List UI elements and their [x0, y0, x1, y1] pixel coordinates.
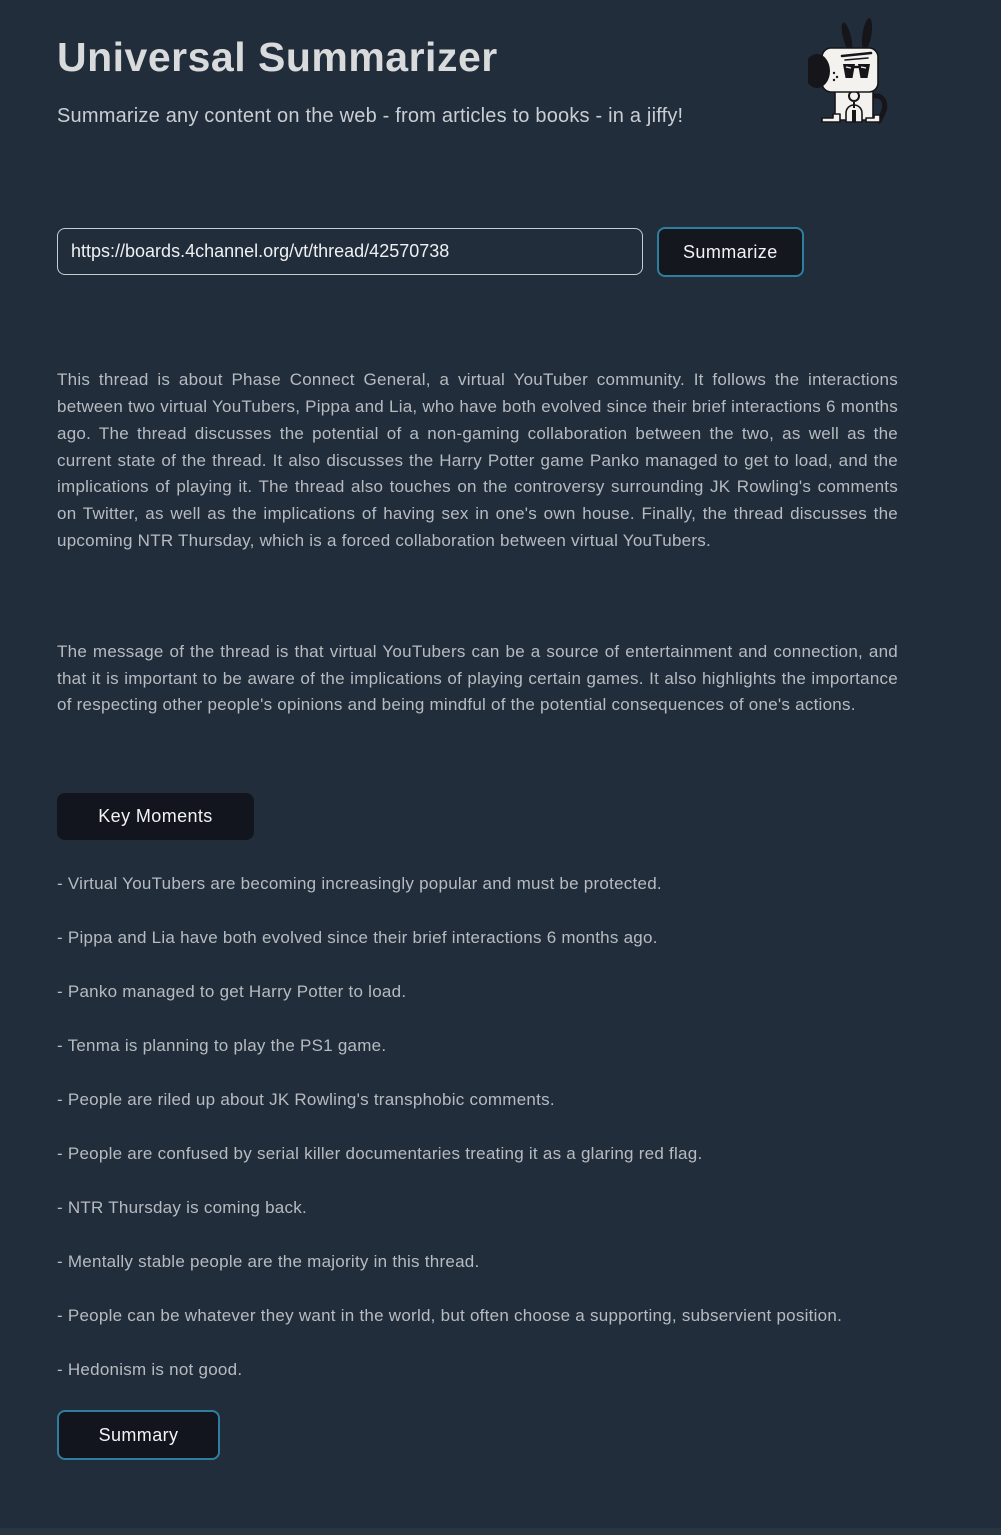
key-moment-item: - Virtual YouTubers are becoming increasingly popular and must be protected. [57, 874, 662, 894]
dog-mascot-icon [808, 18, 890, 128]
page-title: Universal Summarizer [57, 34, 498, 80]
key-moment-item: - Pippa and Lia have both evolved since their brief interactions 6 months ago. [57, 928, 658, 948]
bottom-edge-strip [0, 1528, 1001, 1535]
key-moment-item: - People are riled up about JK Rowling's transphobic comments. [57, 1090, 555, 1110]
key-moment-item: - People are confused by serial killer documentaries treating it as a glaring red flag. [57, 1144, 703, 1164]
key-moment-item: - Mentally stable people are the majority in this thread. [57, 1252, 480, 1272]
summary-button[interactable]: Summary [57, 1410, 220, 1460]
key-moments-button[interactable]: Key Moments [57, 793, 254, 840]
search-bar [57, 228, 898, 277]
page-tagline: Summarize any content on the web - from articles to books - in a jiffy! [57, 105, 684, 128]
key-moment-item: - NTR Thursday is coming back. [57, 1198, 307, 1218]
key-moments-list [57, 870, 898, 1383]
key-moment-item: - Hedonism is not good. [57, 1360, 243, 1380]
summary-paragraph-1: This thread is about Phase Connect General, a virtual YouTuber community. It follows the interactions between two virtual YouTubers, Pippa and Lia, who have both evolved since their brief interactions 6 months ago. The thread discusses the potential of a non-gaming collaboration between the two, as well as the current state of the thread. It also discusses the Harry Potter game Panko managed to get to load, and the implications of playing it. The thread also touches on the controversy surrounding JK Rowling's comments on Twitter, as well as the implications of having sex in one's own house. Finally, the thread discusses the upcoming NTR Thursday, which is a forced collaboration between virtual YouTubers. [57, 370, 898, 550]
key-moment-item: - Tenma is planning to play the PS1 game. [57, 1036, 387, 1056]
summary-paragraph-2: The message of the thread is that virtual YouTubers can be a source of entertainment and connection, and that it is important to be aware of the implications of playing certain games. It also highlights the importance of respecting other people's opinions and being mindful of the potential consequences of one's actions. [57, 641, 898, 715]
url-input[interactable] [57, 228, 643, 275]
key-moment-item: - Panko managed to get Harry Potter to load. [57, 982, 407, 1002]
header-text [57, 34, 683, 128]
key-moment-item: - People can be whatever they want in the world, but often choose a supporting, subservient position. [57, 1306, 843, 1326]
header [57, 34, 898, 128]
summarize-button[interactable]: Summarize [657, 227, 804, 277]
